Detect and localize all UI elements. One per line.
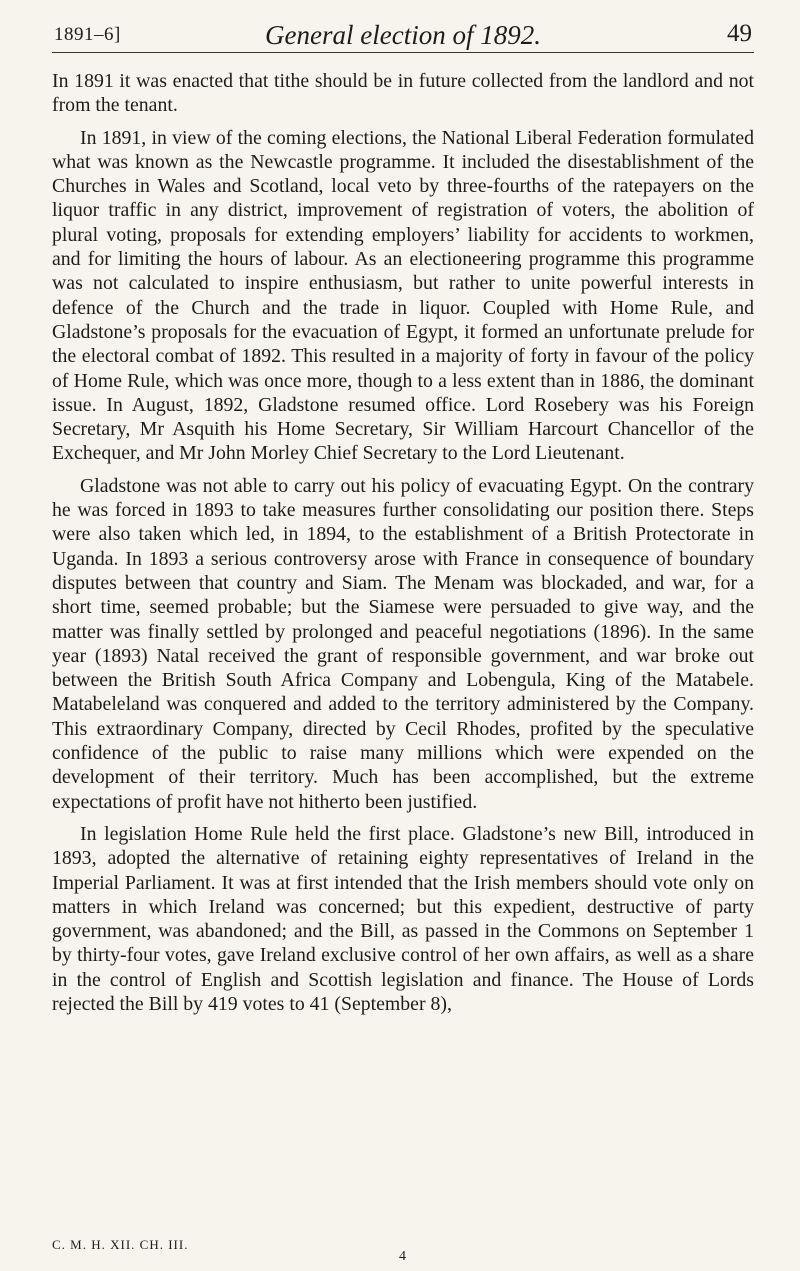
paragraph-tithe: In 1891 it was enacted that tithe should be in future collected from the landlord and not from the tenant.: [52, 70, 754, 117]
sheet-number: 4: [399, 1249, 407, 1264]
paragraph-foreign-affairs: Gladstone was not able to carry out his policy of evacuating Egypt. On the contrary he was forced in 1893 to take measures further consolidating our position there. Steps were also taken which led, in 1894, to the establishment of a British Protectorate in Uganda. In 1893 a serious controversy arose with France in consequence of boundary disputes between that country and Siam. The Menam was blockaded, and war, for a short time, seemed probable; but the Siamese were persuaded to give way, and the matter was finally settled by prolonged and peaceful negotiations (1896). In the same year (1893) Natal received the grant of responsible government, and war broke out between the British South Africa Company and Lobengula, King of the Matabele. Matabeleland was conquered and added to the territory administered by the Company. This extraordinary Company, directed by Cecil Rhodes, profited by the speculative confidence of the public to raise many millions which were expended on the development of their territory. Much has been accomplished, but the extreme expectations of profit have not hitherto been justified.: [52, 474, 754, 813]
page-footer: [52, 1227, 754, 1267]
paragraph-newcastle-programme: In 1891, in view of the coming elections, the National Liberal Federation formulated what was known as the Newcastle programme. It included the disestablishment of the Churches in Wales and Scotland, local veto by three-fourths of the ratepayers on the liquor traffic in any district, improvement of registration of voters, the abolition of plural voting, proposals for extending employers’ liability for accidents to workmen, and for limiting the hours of labour. As an electioneering programme this programme was not calculated to inspire enthusiasm, but rather to unite powerful interests in defence of the Church and the trade in liquor. Coupled with Home Rule, and Gladstone’s proposals for the evacuation of Egypt, it formed an unfortunate prelude for the electoral combat of 1892. This resulted in a majority of forty in favour of the policy of Home Rule, which was once more, though to a less extent than in 1886, the dominant issue. In August, 1892, Gladstone resumed office. Lord Rosebery was his Foreign Secretary, Mr Asquith his Home Secretary, Sir William Harcourt Chancellor of the Exchequer, and Mr John Morley Chief Secretary to the Lord Lieutenant.: [52, 126, 754, 465]
body-text: [52, 69, 754, 1016]
page-number: 49: [727, 20, 752, 47]
section-reference: 1891–6]: [54, 24, 121, 45]
page-title: General election of 1892.: [265, 20, 541, 50]
running-head: [52, 14, 754, 53]
paragraph-home-rule-bill: In legislation Home Rule held the first place. Gladstone’s new Bill, introduced in 1893, adopted the alternative of retaining eighty representatives of Ireland in the Imperial Parliament. It was at first intended that the Irish members should vote only on matters in which Ireland was concerned; but this expedient, destructive of party government, was abandoned; and the Bill, as passed in the Commons on September 1 by thirty-four votes, gave Ireland exclusive control of her own affairs, as well as a share in the control of English and Scottish legislation and finance. The House of Lords rejected the Bill by 419 votes to 41 (September 8),: [52, 822, 754, 1015]
printer-signature: C. M. H. XII. CH. III.: [52, 1237, 189, 1252]
